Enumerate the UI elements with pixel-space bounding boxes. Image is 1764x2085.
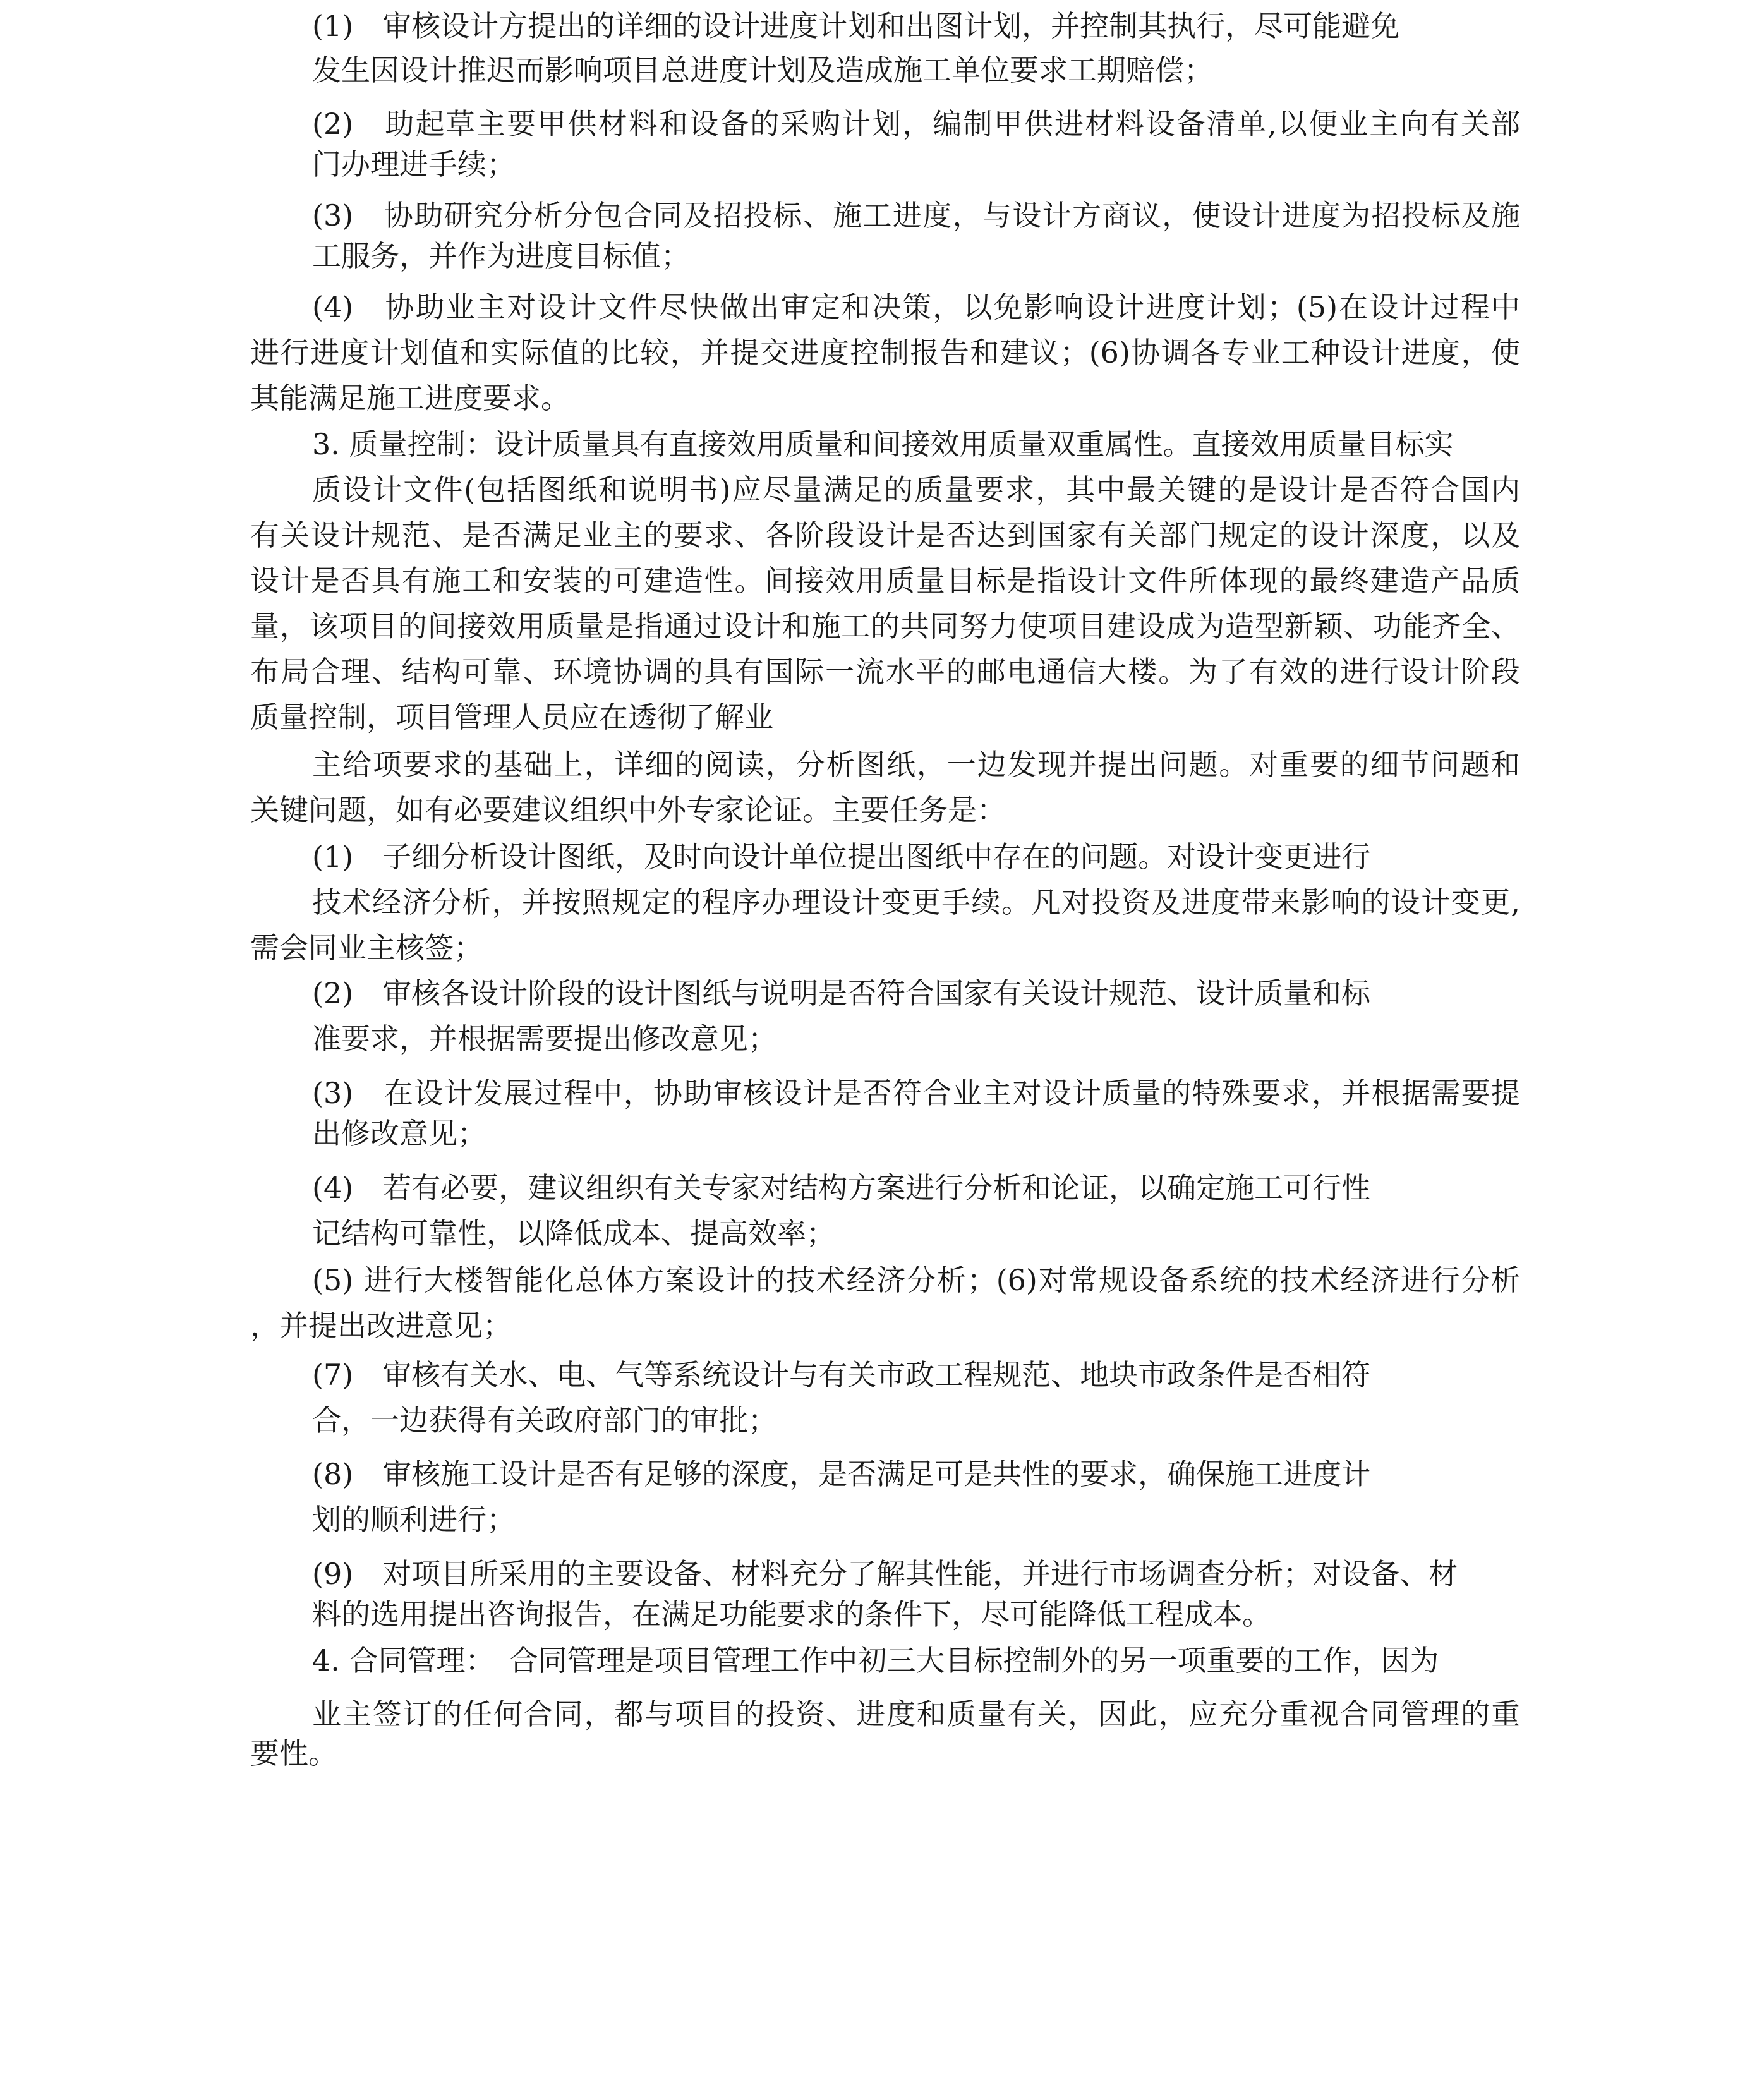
text-line: 其能满足施工进度要求。 [250, 381, 570, 415]
text-line: 质设计文件(包括图纸和说明书)应尽量满足的质量要求，其中最关键的是设计是否符合国内 [312, 473, 1520, 507]
text-line: 发生因设计推迟而影响项目总进度计划及造成施工单位要求工期赔偿； [312, 53, 1213, 87]
text-line: (2) 助起草主要甲供材料和设备的采购计划，编制甲供进材料设备清单,以便业主向有关部 [312, 107, 1520, 141]
text-line: 布局合理、结构可靠、环境协调的具有国际一流水平的邮电通信大楼。为了有效的进行设计阶段 [250, 655, 1520, 689]
text-line: (8) 审核施工设计是否有足够的深度，是否满足可是共性的要求，确保施工进度计 [312, 1457, 1371, 1491]
text-line: 准要求，并根据需要提出修改意见； [312, 1022, 777, 1056]
text-line: (7) 审核有关水、电、气等系统设计与有关市政工程规范、地块市政条件是否相符 [312, 1358, 1371, 1392]
text-line: 有关设计规范、是否满足业主的要求、各阶段设计是否达到国家有关部门规定的设计深度，以及 [250, 518, 1520, 552]
text-line: 门办理进手续； [312, 147, 516, 181]
text-line: (4) 协助业主对设计文件尽快做出审定和决策，以免影响设计进度计划；(5)在设计过程中 [312, 290, 1520, 324]
text-line: 要性。 [250, 1736, 337, 1770]
text-line: 技术经济分析，并按照规定的程序办理设计变更手续。凡对投资及进度带来影响的设计变更, [312, 885, 1520, 919]
text-line: 业主签订的任何合同，都与项目的投资、进度和质量有关，因此，应充分重视合同管理的重 [312, 1697, 1520, 1731]
text-line: ，并提出改进意见； [250, 1308, 512, 1343]
text-line: (9) 对项目所采用的主要设备、材料充分了解其性能，并进行市场调查分析；对设备、材 [312, 1557, 1458, 1591]
text-line: 量，该项目的间接效用质量是指通过设计和施工的共同努力使项目建设成为造型新颖、功能齐全、 [250, 609, 1520, 643]
text-line: 合，一边获得有关政府部门的审批； [312, 1403, 777, 1437]
text-line: (3) 在设计发展过程中，协助审核设计是否符合业主对设计质量的特殊要求，并根据需要提 [312, 1076, 1520, 1110]
text-line: 4. 合同管理： 合同管理是项目管理工作中初三大目标控制外的另一项重要的工作，因为 [312, 1643, 1439, 1677]
text-line: (1) 子细分析设计图纸，及时向设计单位提出图纸中存在的问题。对设计变更进行 [312, 840, 1371, 874]
text-line: 料的选用提出咨询报告，在满足功能要求的条件下，尽可能降低工程成本。 [312, 1597, 1271, 1631]
text-line: 关键问题，如有必要建议组织中外专家论证。主要任务是： [250, 793, 1006, 827]
text-line: (3) 协助研究分析分包合同及招投标、施工进度，与设计方商议，使设计进度为招投标及施 [312, 198, 1520, 233]
text-line: 划的顺利进行； [312, 1502, 516, 1537]
text-line: 进行进度计划值和实际值的比较，并提交进度控制报告和建议；(6)协调各专业工种设计进度，使 [250, 335, 1520, 370]
text-line: 设计是否具有施工和安装的可建造性。间接效用质量目标是指设计文件所体现的最终建造产品质 [250, 564, 1520, 598]
text-line: 记结构可靠性，以降低成本、提高效率； [312, 1216, 835, 1250]
text-line: (4) 若有必要，建议组织有关专家对结构方案进行分析和论证，以确定施工可行性 [312, 1171, 1371, 1205]
text-line: 3. 质量控制：设计质量具有直接效用质量和间接效用质量双重属性。直接效用质量目标实 [312, 427, 1454, 461]
text-line: (5) 进行大楼智能化总体方案设计的技术经济分析；(6)对常规设备系统的技术经济进行分析 [312, 1263, 1520, 1297]
text-line: 工服务，并作为进度目标值； [312, 239, 690, 273]
text-line: (1) 审核设计方提出的详细的设计进度计划和出图计划，并控制其执行，尽可能避免 [312, 9, 1400, 43]
text-line: (2) 审核各设计阶段的设计图纸与说明是否符合国家有关设计规范、设计质量和标 [312, 976, 1371, 1010]
text-line: 出修改意见； [312, 1116, 486, 1151]
text-line: 需会同业主核签； [250, 931, 483, 965]
text-line: 主给项要求的基础上，详细的阅读，分析图纸，一边发现并提出问题。对重要的细节问题和 [312, 747, 1520, 782]
text-line: 质量控制，项目管理人员应在透彻了解业 [250, 700, 773, 734]
